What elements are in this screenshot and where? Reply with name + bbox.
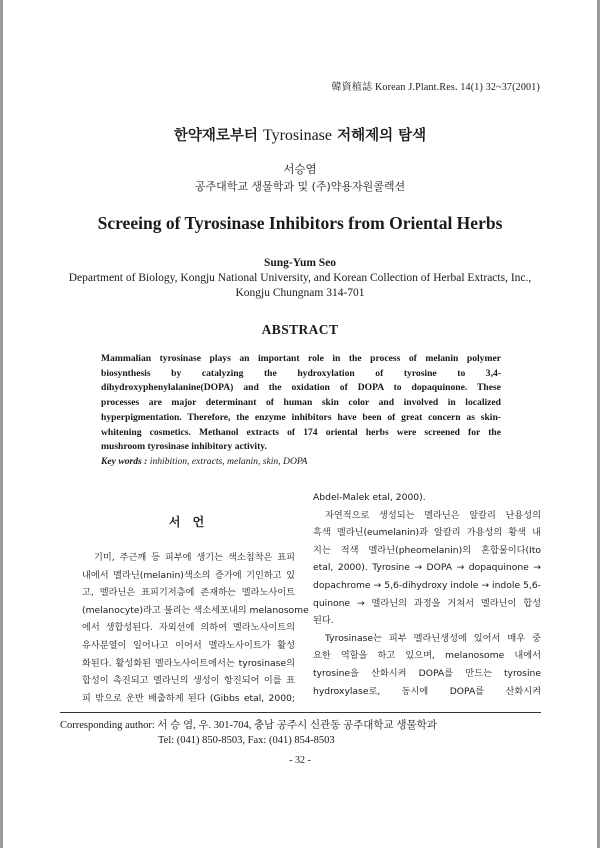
body-line: 흑색 멜라닌(eumelanin)과 알칼리 가용성의 황색 내 [313, 527, 541, 539]
body-line: 피 밖으로 운반 배출하게 된다 (Gibbs etal, 2000; [82, 692, 295, 704]
abstract-line: mushroom tyrosinase inhibitory activity. [101, 441, 267, 453]
body-line: 고, 멜라닌은 표피기저층에 존재하는 멜라노사이트 [82, 587, 295, 599]
body-line: tyrosine을 산화시켜 DOPA를 만드는 tyrosine [313, 667, 541, 679]
footnote-line1: 서 승 염, 우. 301-704, 충남 공주시 신관동 공주대학교 생물학과 [157, 720, 437, 731]
body-column-left [82, 549, 309, 707]
abstract-line: biosynthesis by catalyzing the hydroxylation of tyrosine to 3,4- [101, 367, 501, 379]
body-line: Tyrosinase는 피부 멜라닌생성에 있어서 매우 중 [325, 632, 541, 644]
korean-title-suffix: 저해제의 탐색 [337, 128, 427, 144]
body-line: dopachrome → 5,6-dihydroxy indole → indole 5,6- [313, 579, 541, 591]
page-number: - 32 - [289, 755, 311, 766]
abstract-line: Mammalian tyrosinase plays an important role in the process of melanin polymer [101, 353, 501, 364]
body-line: etal, 2000). Tyrosine → DOPA → dopaquinone → [313, 562, 541, 574]
footnote-divider [60, 712, 541, 713]
body-line: 내에서 멜라닌(melanin)색소의 증가에 기인하고 있 [82, 569, 295, 581]
body-line: quinone → 멜라닌의 과정을 거쳐서 멜라닌이 합성 [313, 597, 541, 609]
abstract-heading: ABSTRACT [261, 322, 339, 337]
abstract-body [101, 352, 501, 455]
section-heading-introduction: 서 언 [168, 515, 209, 529]
abstract-line: hyperpigmentation. Therefore, the enzyme inhibitors have been of great concern as skin- [101, 411, 501, 423]
body-line: 기미, 주근깨 등 피부에 생기는 색소침착은 표피 [94, 552, 295, 563]
abstract-line: whitening cosmetics. Methanol extracts of 174 oriental herbs were screened for the [101, 426, 501, 438]
english-affiliation-line2: Kongju Chungnam 314-701 [235, 287, 365, 299]
footnote [60, 718, 437, 748]
abstract-line: processes are major determinant of human skin color and involved in localized [101, 397, 501, 409]
english-affiliation-line1: Department of Biology, Kongju National University, and Korean Collection of Herbal Extracts, Inc., [68, 272, 532, 284]
journal-reference: 韓資植誌 Korean J.Plant.Res. 14(1) 32~37(2001) [331, 82, 540, 93]
footnote-line2: Tel: (041) 850-8503, Fax: (041) 854-8503 [158, 735, 335, 746]
body-line: 된다. [313, 615, 334, 627]
body-line: 자연적으로 생성되는 멜라닌은 알칼리 난용성의 [325, 509, 541, 521]
abstract-line: dihydroxyphenylalanine(DOPA) and the oxidation of DOPA to dopaquinone. These [101, 382, 501, 394]
body-line: Abdel-Malek etal, 2000). [313, 492, 426, 503]
keywords-text: inhibition, extracts, melanin, skin, DOPA [149, 456, 308, 467]
keywords-label: Key words : [101, 456, 148, 467]
korean-title-prefix: 한약재로부터 [173, 128, 258, 144]
korean-title [0, 124, 600, 145]
body-line: 화된다. 활성화된 멜라노사이트에서는 tyrosinase의 [82, 657, 295, 669]
korean-title-english-term: Tyrosinase [262, 127, 333, 144]
body-column-right [313, 489, 541, 700]
body-line: 유사분열이 일어나고 이어서 멜라노사이트가 활성 [82, 639, 295, 651]
keywords [101, 456, 307, 467]
footnote-label: Corresponding author: [60, 720, 155, 731]
body-line: 지는 적색 멜라닌(pheomelanin)의 혼합물이다(Ito [313, 544, 541, 556]
body-line: hydroxylase로, 동시에 DOPA를 산화시켜 [313, 685, 541, 697]
body-line: 합성이 촉진되고 멜라닌의 생성이 항진되어 이를 표 [82, 675, 295, 687]
english-title: Screeing of Tyrosinase Inhibitors from Oriental Herbs [97, 213, 503, 233]
korean-author: 서승염 [283, 162, 317, 176]
body-line: (melanocyte)라고 불리는 색소세포내의 melanosome [82, 604, 309, 616]
body-line: 요한 역할을 하고 있으며, melanosome 내에서 [313, 650, 541, 662]
body-line: 에서 생합성된다. 자외선에 의하여 멜라노사이트의 [82, 622, 295, 634]
english-author: Sung-Yum Seo [263, 257, 337, 269]
korean-affiliation: 공주대학교 생물학과 및 (주)약용자원콜렉션 [194, 180, 406, 193]
